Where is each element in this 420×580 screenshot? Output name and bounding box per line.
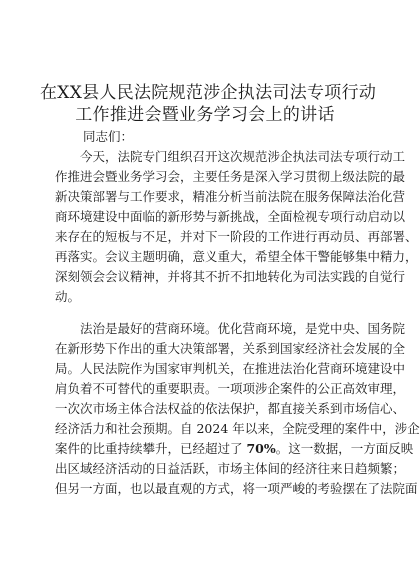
- document-title-line-2: 工作推进会暨业务学习会上的讲话: [75, 105, 335, 125]
- paragraph-2-line: 肩负着不可替代的重要职责。一项项涉企案件的公正高效审理，: [55, 381, 406, 396]
- paragraph-2-line: 但另一方面，也以最直观的方式，将一项严峻的考验摆在了法院面: [55, 481, 418, 496]
- paragraph-1-line: 作推进会暨业务学习会，主要任务是深入学习贯彻上级法院的最: [55, 169, 406, 184]
- paragraph-2-line: 局。人民法院作为国家审判机关，在推进法治化营商环境建设中: [55, 361, 406, 376]
- paragraph-2-line: 案件的比重持续攀升，已经超过了 70%。这一数据，一方面反映: [55, 441, 414, 456]
- paragraph-1-line: 商环境建设中面临的新形势与新挑战，全面检视专项行动启动以: [55, 209, 406, 224]
- paragraph-1-line: 动。: [55, 289, 81, 304]
- paragraph-2-line: 法治是最好的营商环境。优化营商环境，是党中央、国务院: [80, 321, 406, 336]
- paragraph-1-line: 今天，法院专门组织召开这次规范涉企执法司法专项行动工: [80, 149, 406, 164]
- paragraph-2-line: 出区域经济活动的日益活跃，市场主体间的经济往来日趋频繁；: [55, 461, 406, 476]
- paragraph-1-line: 来存在的短板与不足，并对下一阶段的工作进行再动员、再部署、: [55, 229, 418, 244]
- greeting: 同志们：: [83, 129, 134, 144]
- document-title-line-1: 在XX县人民法院规范涉企执法司法专项行动: [40, 83, 377, 103]
- paragraph-2-line: 一次次市场主体合法权益的依法保护，都直接关系到市场信心、: [55, 401, 406, 416]
- paragraph-1-line: 深刻领会会议精神，并将其不折不扣地转化为司法实践的自觉行: [55, 269, 406, 284]
- paragraph-2-line: 经济活力和社会预期。自 2024 年以来，全院受理的案件中，涉企: [55, 421, 420, 436]
- paragraph-1-line: 新决策部署与工作要求，精准分析当前法院在服务保障法治化营: [55, 189, 406, 204]
- percentage-emphasis: 70%: [246, 441, 276, 456]
- paragraph-2-line: 在新形势下作出的重大决策部署，关系到国家经济社会发展的全: [55, 341, 406, 356]
- paragraph-1-line: 再落实。会议主题明确，意义重大，希望全体干警能够集中精力，: [55, 249, 418, 264]
